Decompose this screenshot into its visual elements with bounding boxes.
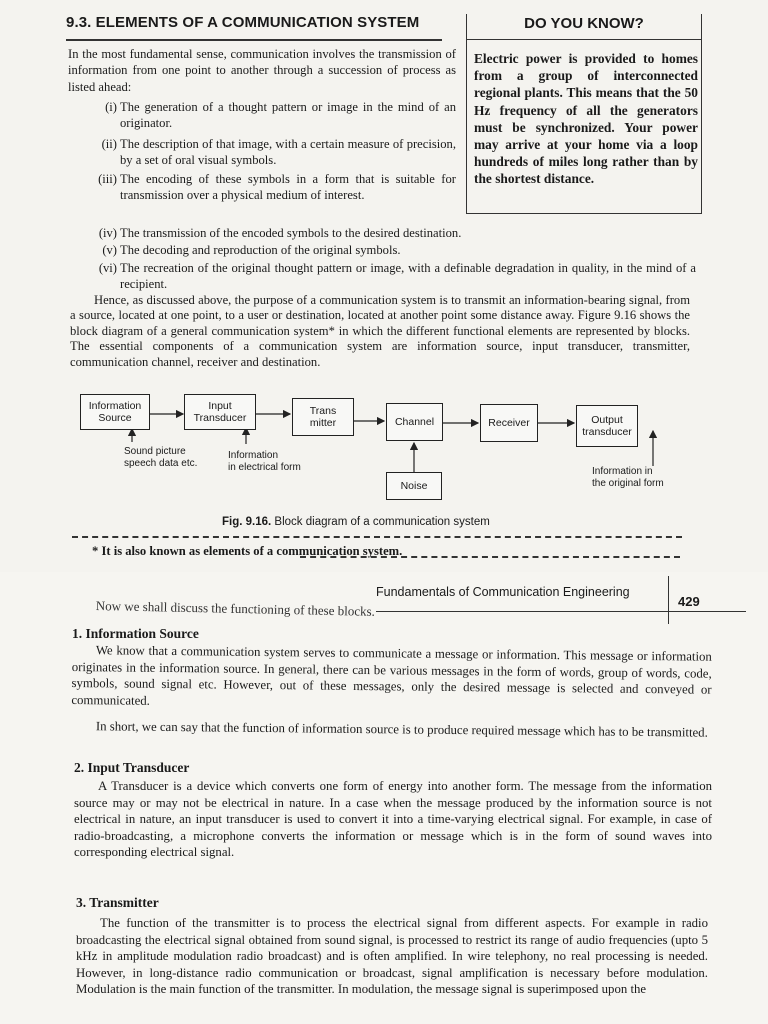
transmitter-paragraph: The function of the transmitter is to process the electrical signal from different aspects. For example in radio broadcasting the electrical signal obtained from sound signal, is processed to restrict its range of audio frequencies (upto 5 kHz in amplitude modulation radio broadcast) and is often amplified. In wire telephony, no real processing is needed. However, in long-distance radio communication or broadcast, signal amplification is necessary before modulation. Modulation is the main function of the transmitter. In modulation, the message signal is superimposed upon the [76,916,708,997]
did-you-know-text: Electric power is provided to homes from a group of interconnected regional plants. This means that the 50 Hz frequency of all the generators must be synchronized. Your power may arrive at your home via a loop hundreds of miles long rather than by the shortest distance. [474,51,698,187]
list-number: (i) [105,100,117,114]
heading-input-transducer: 2. Input Transducer [74,760,190,775]
list-number: (ii) [101,137,117,151]
header-divider [668,576,669,624]
did-you-know-title: DO YOU KNOW? [524,15,644,32]
electrical-form-label: Information in electrical form [228,450,301,473]
list-text: The recreation of the original thought pattern or image, with a definable degradation in quality, in the mind of a recipient. [120,261,696,292]
blocks-intro: Now we shall discuss the functioning of these blocks. [95,598,376,619]
heading-transmitter: 3. Transmitter [76,895,159,910]
original-form-label: Information in the original form [592,466,664,489]
input-transducer-paragraph: A Transducer is a device which converts one form of energy into another form. The message from the information source may or may not be electrical in nature. In a case when the message produced by the information source is not electrical in nature, an input transducer is used to convert it into a time-varying electrical signal. For example, in case of radio-broadcasting, a microphone converts the information or message which is in the form of sound waves into corresponding electrical signal. [74,779,712,860]
running-head: Fundamentals of Communication Engineering [376,585,630,599]
list-number: (iv) [98,226,117,240]
summary-paragraph: Hence, as discussed above, the purpose of a communication system is to transmit an information-bearing signal, from a source, located at one point, to a user or destination, located at another point some distance away. Figure 9.16 shows the block diagram of a general communication system* in which the different functional elements are represented by blocks. The essential components of a communication system are information source, input transducer, transmitter, communication channel, receiver and destination. [70,293,690,369]
list-text: The generation of a thought pattern or image in the mind of an originator. [120,100,456,131]
output-transducer-block: Output transducer [576,405,638,447]
sound-picture-label: Sound picture speech data etc. [124,446,198,469]
noise-block: Noise [386,472,442,500]
information-source-summary: In short, we can say that the function of information source is to produce required message which has to be transmitted. [95,719,708,740]
figure-label: Fig. 9.16. [222,516,272,528]
figure-caption [222,516,490,528]
transmitter-block: Trans mitter [292,398,354,436]
list-text: The decoding and reproduction of the original symbols. [120,243,401,257]
footnote-separator-lower [300,556,680,558]
footnote-separator [72,536,682,538]
list-text: The encoding of these symbols in a form that is suitable for transmission over a physical medium of interest. [120,172,456,203]
heading-information-source: 1. Information Source [72,626,199,641]
information-source-paragraph: We know that a communication system serves to communicate a message or information. This message or information originates in the information source. In general, there can be various messages in the form of words, group of words, code, symbols, sound signal etc. However, out of these messages, only the desired message is selected and conveyed or communicated. [71,643,712,708]
input-transducer-block: Input Transducer [184,394,256,430]
receiver-block: Receiver [480,404,538,442]
list-number: (iii) [98,172,117,186]
header-rule [376,611,746,612]
intro-paragraph: In the most fundamental sense, communication involves the transmission of information from one point to another through a succession of process as listed ahead: [68,47,456,94]
section-title: 9.3. ELEMENTS OF A COMMUNICATION SYSTEM [66,14,420,31]
information-source-block: Information Source [80,394,150,430]
list-text: The description of that image, with a certain measure of precision, by a set of oral visual symbols. [120,137,456,168]
figure-caption-text: Block diagram of a communication system [274,516,490,528]
page-number: 429 [678,594,700,609]
list-text: The transmission of the encoded symbols to the desired destination. [120,226,462,240]
list-number: (vi) [98,261,117,275]
channel-block: Channel [386,403,443,441]
footnote: * It is also known as elements of a communication system. [92,544,403,558]
list-number: (v) [102,243,117,257]
